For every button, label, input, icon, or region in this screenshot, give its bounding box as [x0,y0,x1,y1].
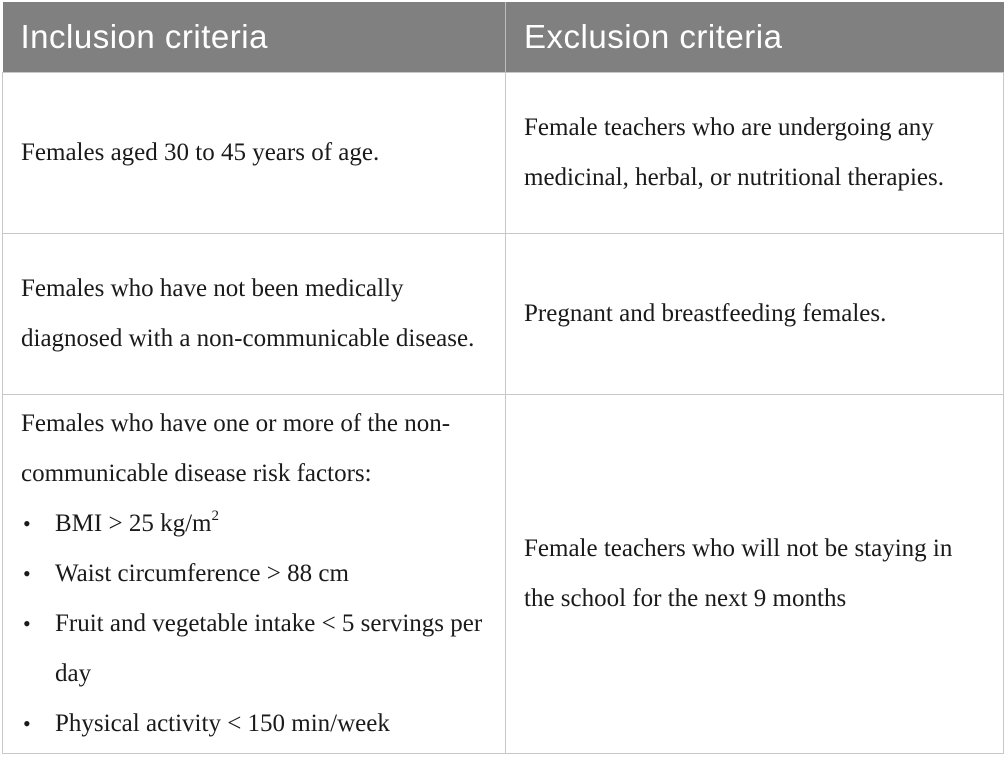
inclusion-criteria-header: Inclusion criteria [3,2,506,73]
table-row [3,395,1004,754]
list-item [21,599,489,699]
list-item [21,499,489,549]
inclusion-cell: Females aged 30 to 45 years of age. [3,73,506,234]
risk-factor-activity: Physical activity < 150 min/week [55,710,390,737]
table-header [3,2,1004,73]
exclusion-cell: Female teachers who will not be staying in the school for the next 9 months [506,395,1004,754]
risk-factors-intro: Females who have one or more of the non-communicable disease risk factors: [21,410,451,487]
table-body [3,73,1004,754]
criteria-table [2,2,1004,754]
header-row [3,2,1004,73]
exclusion-criteria-header: Exclusion criteria [506,2,1004,73]
squared-superscript: 2 [211,508,219,524]
inclusion-cell [3,395,506,754]
exclusion-cell: Female teachers who are undergoing any medicinal, herbal, or nutritional therapies. [506,73,1004,234]
inclusion-cell: Females who have not been medically diagnosed with a non-communicable disease. [3,234,506,395]
bullet-icon: • [23,561,31,586]
exclusion-cell: Pregnant and breastfeeding females. [506,234,1004,395]
risk-factors-list [21,499,489,749]
table-row [3,73,1004,234]
table-row [3,234,1004,395]
bullet-icon: • [23,611,31,636]
risk-factor-fruit-veg: Fruit and vegetable intake < 5 servings per day [55,610,483,687]
list-item [21,549,489,599]
risk-factor-bmi: BMI > 25 kg/m [55,510,212,537]
list-item [21,699,489,749]
bullet-icon: • [23,511,31,536]
risk-factor-waist: Waist circumference > 88 cm [55,560,349,587]
bullet-icon: • [23,711,31,736]
